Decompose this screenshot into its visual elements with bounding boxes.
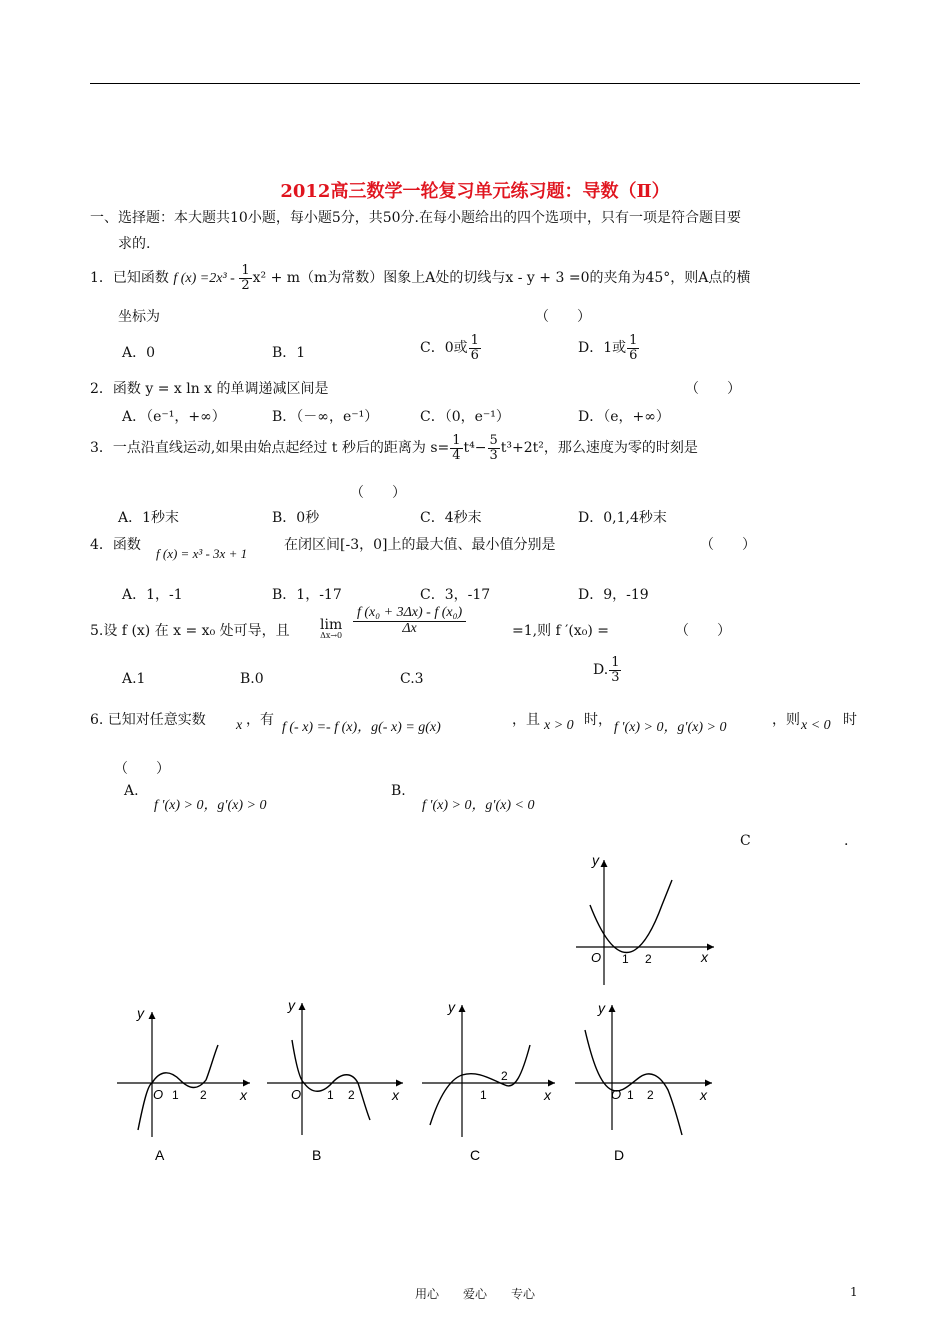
y-label: y [592,852,599,868]
question-6-stem-f: 时 [843,712,857,728]
q4-option-c: C．3，-17 [420,587,491,603]
q1-option-a: A．0 [122,345,156,361]
q5-option-d: D. $\frac{1}{3}$ [593,655,620,685]
q2-option-b: B．（－∞，e⁻¹） [272,409,379,425]
reference-graph [576,852,714,985]
svg-text:1: 1 [627,1088,634,1102]
q6-option-b: f ′(x) > 0，g′(x) < 0 [422,798,535,813]
origin-label: O [591,950,602,965]
graph-c [422,999,555,1163]
q6-var-x: x [236,718,243,733]
x-label: x [701,949,708,965]
fraction: $\frac{1}{6}$ [470,333,479,363]
q6-derivatives: f ′(x) > 0，g′(x) > 0 [614,720,727,735]
q6-option-c-dot: . [844,833,849,849]
question-2-answer-paren: （ ） [685,381,741,397]
instructions-line1: 一、选择题：本大题共10小题，每小题5分，共50分.在每小题给出的四个选项中，只有一项是符合题目要 [90,210,741,226]
graph-b [267,997,403,1163]
q4-option-b: B．1，-17 [272,587,342,603]
question-6-stem-b: ，有 [246,712,274,728]
question-1-answer-paren: （ ） [535,309,591,325]
footer-text: 用心 爱心 专心 [414,1287,535,1301]
q4-option-d: D．9，-19 [578,587,649,603]
instructions-line2: 求的. [118,236,151,252]
svg-text:2: 2 [348,1088,355,1102]
question-4-function: f (x) = x³ - 3x + 1 [156,546,248,561]
question-6-stem-e: ，则 [772,712,800,728]
q4-option-a: A．1，-1 [122,587,183,603]
fraction: $\frac{5}{3}$ [489,433,498,463]
question-5-stem-a: 5.设 f (x) 在 x = x₀ 处可导，且 [90,623,290,639]
q1-option-d: D．1或 $\frac{1}{6}$ [578,333,638,363]
question-6-stem-a: 6. 已知对任意实数 [90,712,206,728]
q6-x-negative: x < 0 [801,718,831,733]
svg-text:y: y [288,997,295,1013]
q2-option-c: C．（0，e⁻¹） [420,409,510,425]
q3-option-a: A．1秒末 [118,510,180,526]
q6-option-a-label: A. [124,783,139,799]
limit-operator: lim Δx→0 [320,617,343,640]
svg-text:x: x [392,1087,399,1103]
svg-text:x: x [544,1087,551,1103]
q2-option-a: A．（e⁻¹，+∞） [122,409,226,425]
svg-text:O: O [291,1087,302,1102]
q6-x-positive: x > 0 [544,718,574,733]
q5-option-b: B.0 [240,671,264,687]
svg-text:2: 2 [647,1088,654,1102]
question-2-stem: 2．函数 y = x ln x 的单调递减区间是 [90,381,329,397]
graphs-figure [0,840,950,1170]
q1-option-c: C．0或 $\frac{1}{6}$ [420,333,479,363]
question-6-stem-d: 时， [584,712,612,728]
question-1-line2: 坐标为 [118,309,160,325]
q3-option-b: B．0秒 [272,510,320,526]
graph-b-label: B [312,1147,322,1163]
page-title: 2012高三数学一轮复习单元练习题：导数（Ⅱ） [280,181,670,202]
question-3-stem: 3．一点沿直线运动,如果由始点起经过 t 秒后的距离为 s= $\frac{1}{4}$ t⁴− $\frac{5}{3}$ t³+2t²，那么速度为零的时刻是 [90,433,698,463]
parabola-curve [590,880,672,953]
q3-option-c: C．4秒末 [420,510,482,526]
tick-2: 2 [645,952,652,966]
svg-text:2: 2 [501,1069,508,1083]
q2-option-d: D．（e，+∞） [578,409,670,425]
svg-text:y: y [137,1005,144,1021]
graph-a-label: A [155,1147,165,1163]
svg-text:y: y [598,1000,605,1016]
graph-a [117,1005,250,1163]
page-number: 1 [850,1285,858,1299]
question-4-answer-paren: （ ） [700,537,756,553]
question-6-answer-paren: （ ） [114,761,170,777]
question-3-answer-paren: （ ） [350,485,406,501]
svg-text:x: x [700,1087,707,1103]
q1-option-b: B．1 [272,345,306,361]
q6-option-c-label: C [740,833,751,849]
graph-c-label: C [470,1147,481,1163]
svg-text:y: y [448,999,455,1015]
svg-text:x: x [240,1087,247,1103]
question-4-stem: 在闭区间[-3，0]上的最大值、最小值分别是 [284,537,556,553]
fraction: $\frac{1}{3}$ [611,655,620,685]
fraction: $\frac{1}{2}$ [241,263,250,293]
svg-text:1: 1 [327,1088,334,1102]
q6-option-a: f ′(x) > 0，g′(x) > 0 [154,798,267,813]
graph-d [575,1000,712,1163]
question-1-stem: 1．已知函数 f (x) =2x³ - $\frac{1}{2}$ x² + m（m为常数）图象上A处的切线与x - y + 3 =0的夹角为45°，则A点的横 [90,263,751,293]
question-4-label: 4．函数 [90,537,141,553]
svg-text:1: 1 [480,1088,487,1102]
q6-option-b-label: B. [391,783,406,799]
tick-1: 1 [622,952,629,966]
svg-text:O: O [153,1087,164,1102]
graph-d-label: D [614,1147,625,1163]
question-5-fraction: $\frac{\text{f (x₀ + 3Δx) - f (x₀)}}{\Delta x}$ [352,606,467,636]
svg-text:O: O [611,1087,622,1102]
svg-text:1: 1 [172,1088,179,1102]
question-5-stem-b: =1,则 f ′(x₀) = [512,623,609,639]
question-6-stem-c: ，且 [512,712,540,728]
fraction: $\frac{1}{4}$ [452,433,461,463]
q6-condition: f (- x) =- f (x)，g(- x) = g(x) [282,720,441,735]
header-rule [90,83,860,84]
svg-text:2: 2 [200,1088,207,1102]
question-5-answer-paren: （ ） [675,623,731,639]
q5-option-c: C.3 [400,671,424,687]
fraction: $\frac{1}{6}$ [629,333,638,363]
q3-option-d: D．0,1,4秒末 [578,510,667,526]
q5-option-a: A.1 [122,671,146,687]
